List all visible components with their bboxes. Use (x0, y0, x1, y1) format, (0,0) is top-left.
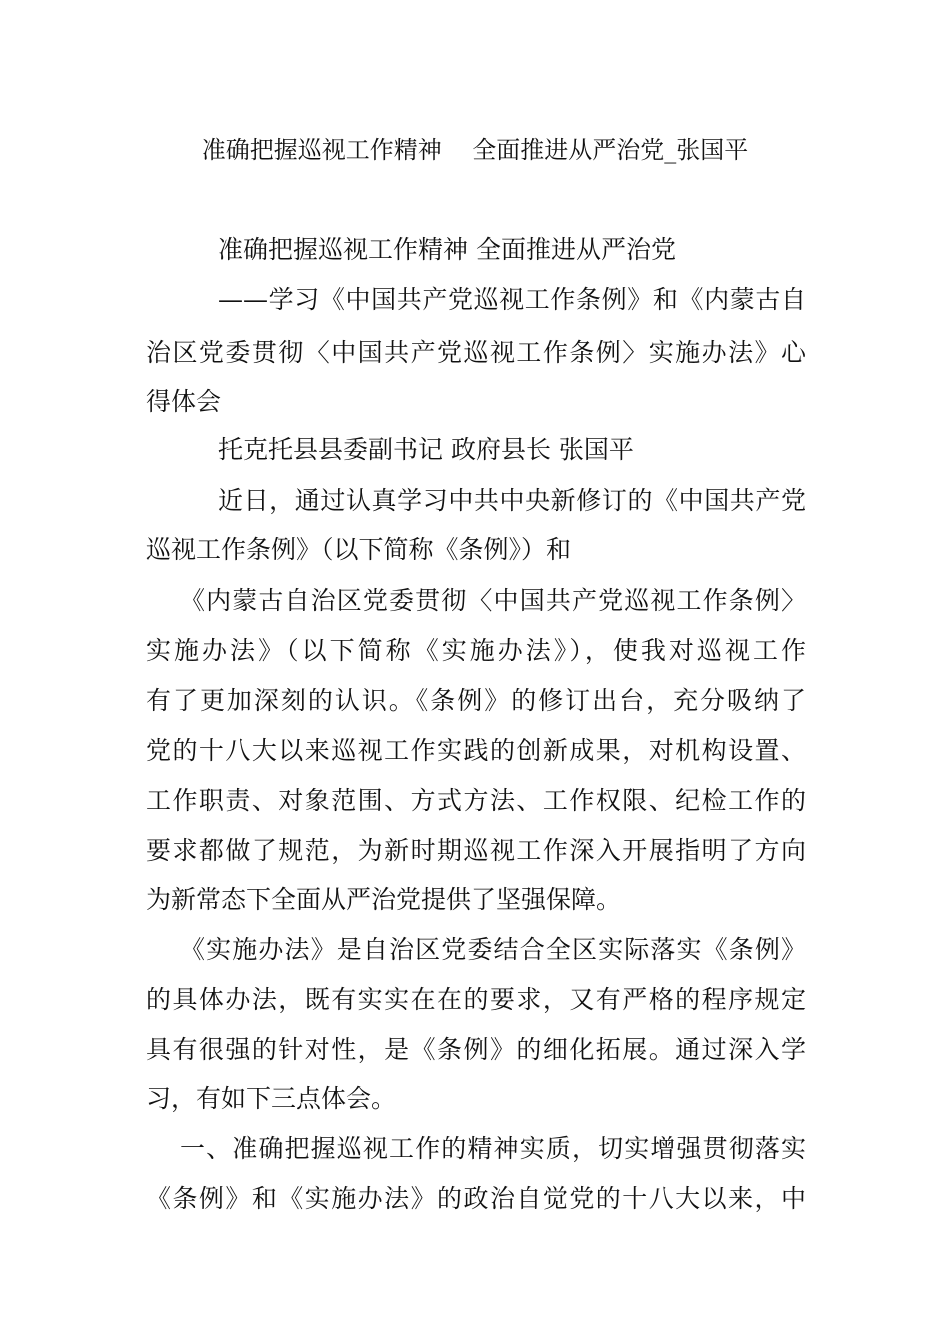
paragraph-line: 一、准确把握巡视工作的精神实质，切实增强贯彻落实 (180, 1134, 806, 1163)
paragraph-line: 的具体办法，既有实实在在的要求，又有严格的程序规定 (146, 985, 806, 1014)
author-line: 托克托县县委副书记 政府县长 张国平 (218, 435, 634, 464)
paragraph-line: 工作职责、对象范围、方式方法、工作权限、纪检工作的 (146, 786, 806, 815)
paragraph-line: 《实施办法》是自治区党委结合全区实际落实《条例》 (180, 935, 806, 964)
section-heading: 准确把握巡视工作精神 全面推进从严治党 (218, 235, 676, 264)
subtitle-line: 治区党委贯彻〈中国共产党巡视工作条例〉实施办法》心 (146, 338, 806, 367)
paragraph-line: 具有很强的针对性，是《条例》的细化拓展。通过深入学 (146, 1035, 806, 1064)
paragraph-line: 党的十八大以来巡视工作实践的创新成果，对机构设置、 (146, 736, 806, 765)
paragraph-line: 习，有如下三点体会。 (146, 1084, 397, 1113)
subtitle-line: ——学习《中国共产党巡视工作条例》和《内蒙古自 (218, 285, 806, 314)
paragraph-line: 实施办法》（以下简称《实施办法》），使我对巡视工作 (146, 636, 806, 665)
paragraph-line: 《内蒙古自治区党委贯彻〈中国共产党巡视工作条例〉 (180, 586, 806, 615)
paragraph-line: 要求都做了规范，为新时期巡视工作深入开展指明了方向 (146, 836, 806, 865)
paragraph-line: 近日，通过认真学习中共中央新修订的《中国共产党 (218, 486, 806, 515)
paragraph-line: 有了更加深刻的认识。《条例》的修订出台，充分吸纳了 (146, 686, 806, 715)
paragraph-line: 巡视工作条例》（以下简称《条例》）和 (146, 535, 572, 564)
subtitle-line: 得体会 (146, 387, 222, 416)
paragraph-line: 为新常态下全面从严治党提供了坚强保障。 (146, 885, 622, 914)
paragraph-line: 《条例》和《实施办法》的政治自觉党的十八大以来，中 (146, 1184, 806, 1213)
document-title: 准确把握巡视工作精神 全面推进从严治党_张国平 (201, 136, 749, 164)
